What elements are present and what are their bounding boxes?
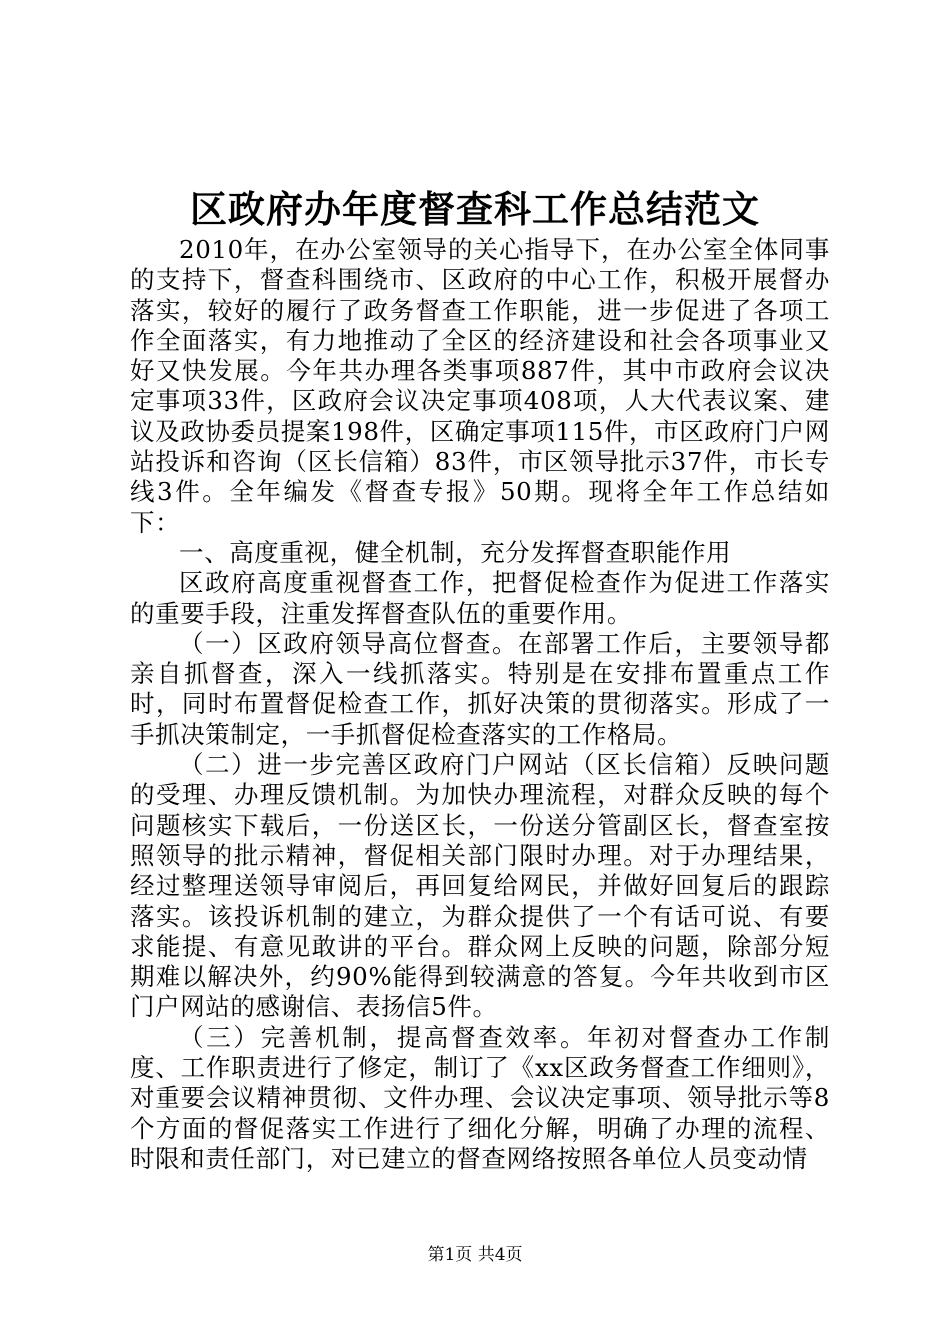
document-title: 区政府办年度督查科工作总结范文 [190,187,760,231]
intro-paragraph: 2010年，在办公室领导的关心指导下，在办公室全体同事的支持下，督查科围绕市、区政府的中心工作，积极开展督办落实，较好的履行了政务督查工作职能，进一步促进了各项工作全面落实，有力地推动了全区的经济建设和社会各项事业又好又快发展。今年共办理各类事项887件，其中市政府会议决定事项33件，区政府会议决定事项408项，人大代表议案、建议及政协委员提案198件，区确定事项115件，市区政府门户网站投诉和咨询（区长信箱）83件，市区领导批示37件，市长专线3件。全年编发《督查专报》50期。现将全年工作总结如下： [130,235,830,537]
section-heading-1: 一、高度重视，健全机制，充分发挥督查职能作用 [179,537,732,567]
subsection-2-paragraph: （二）进一步完善区政府门户网站（区长信箱）反映问题的受理、办理反馈机制。为加快办理流程，对群众反映的每个问题核实下载后，一份送区长，一份送分管副区长，督查室按照领导的批示精神，督促相关部门限时办理。对于办理结果，经过整理送领导审阅后，再回复给网民，并做好回复后的跟踪落实。该投诉机制的建立，为群众提供了一个有话可说、有要求能提、有意见敢讲的平台。群众网上反映的问题，除部分短期难以解决外，约90%能得到较满意的答复。今年共收到市区门户网站的感谢信、表扬信5件。 [130,750,830,1022]
section-1-intro-paragraph: 区政府高度重视督查工作，把督促检查作为促进工作落实的重要手段，注重发挥督查队伍的重要作用。 [130,568,830,628]
subsection-1-paragraph: （一）区政府领导高位督查。在部署工作后，主要领导都亲自抓督查，深入一线抓落实。特别是在安排布置重点工作时，同时布置督促检查工作，抓好决策的贯彻落实。形成了一手抓决策制定，一手抓督促检查落实的工作格局。 [130,628,830,749]
subsection-3-paragraph: （三）完善机制，提高督查效率。年初对督查办工作制度、工作职责进行了修定，制订了《xx区政务督查工作细则》，对重要会议精神贯彻、文件办理、会议决定事项、领导批示等8个方面的督促落实工作进行了细化分解，明确了办理的流程、时限和责任部门，对已建立的督查网络按照各单位人员变动情 [130,1022,830,1173]
page-number-footer: 第1页 共4页 [427,1245,523,1265]
document-body [130,235,830,1174]
